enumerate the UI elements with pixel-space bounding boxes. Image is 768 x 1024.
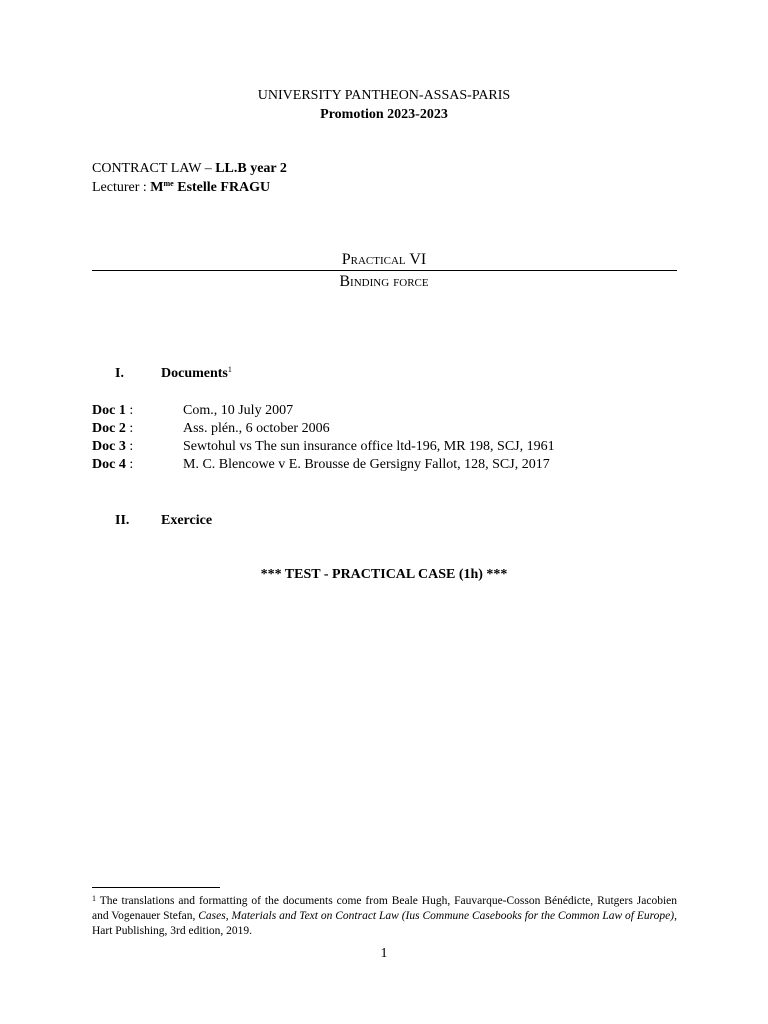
doc-label-sep: :: [125, 439, 134, 454]
section-2-title: Exercice: [161, 513, 213, 528]
title-rule: [92, 270, 677, 271]
section-1-title-text: Documents: [161, 366, 228, 381]
lecturer-name: Estelle FRAGU: [173, 180, 271, 195]
footnote-publisher: , Hart Publishing, 3rd edition, 2019.: [92, 910, 677, 937]
doc-label: Doc 3: [92, 439, 126, 454]
section-2-numeral: II.: [115, 513, 130, 528]
lecturer-title-sup: me: [163, 179, 174, 188]
doc-label: Doc 2: [92, 421, 126, 436]
footnote-separator: [92, 887, 220, 888]
doc-text: Ass. plén., 6 october 2006: [183, 421, 330, 436]
doc-text: Com., 10 July 2007: [183, 403, 294, 418]
course-name: CONTRACT LAW –: [92, 161, 216, 176]
promotion-line: Promotion 2023-2023: [320, 107, 448, 122]
footnote: [92, 894, 677, 939]
course-level: LL.B year 2: [215, 161, 287, 176]
university-name: UNIVERSITY PANTHEON-ASSAS-PARIS: [257, 88, 511, 103]
doc-row-1: [92, 402, 692, 420]
section-1-title: [161, 365, 232, 383]
page-number: 1: [380, 946, 388, 961]
doc-row-3: [92, 438, 692, 456]
doc-label-sep: :: [125, 421, 134, 436]
doc-label: Doc 4: [92, 457, 126, 472]
footnote-text: The translations and formatting of the documents come from Beale Hugh, Fauvarque-Cosson Bénédicte, Rutgers Jacobien and Vogenauer Stefan,: [92, 895, 677, 922]
footnote-reference[interactable]: 1: [227, 365, 232, 374]
test-heading: *** TEST - PRACTICAL CASE (1h) ***: [260, 567, 508, 582]
doc-row-2: [92, 420, 692, 438]
lecturer-line: [92, 179, 270, 197]
course-line: [92, 160, 287, 178]
practical-subtitle: Binding force: [339, 273, 429, 290]
footnote-book-title: Cases, Materials and Text on Contract Law (Ius Commune Casebooks for the Common Law of Europe): [198, 910, 675, 922]
doc-label-sep: :: [125, 403, 134, 418]
lecturer-title: M: [150, 180, 164, 195]
footnote-number: 1: [92, 894, 96, 903]
lecturer-label: Lecturer :: [92, 180, 151, 195]
doc-label: Doc 1: [92, 403, 126, 418]
doc-text: M. C. Blencowe v E. Brousse de Gersigny Fallot, 128, SCJ, 2017: [183, 457, 550, 472]
section-1-numeral: I.: [115, 366, 124, 381]
doc-row-4: [92, 456, 692, 474]
practical-title: Practical VI: [341, 251, 427, 268]
doc-text: Sewtohul vs The sun insurance office ltd-196, MR 198, SCJ, 1961: [183, 439, 555, 454]
doc-label-sep: :: [125, 457, 134, 472]
